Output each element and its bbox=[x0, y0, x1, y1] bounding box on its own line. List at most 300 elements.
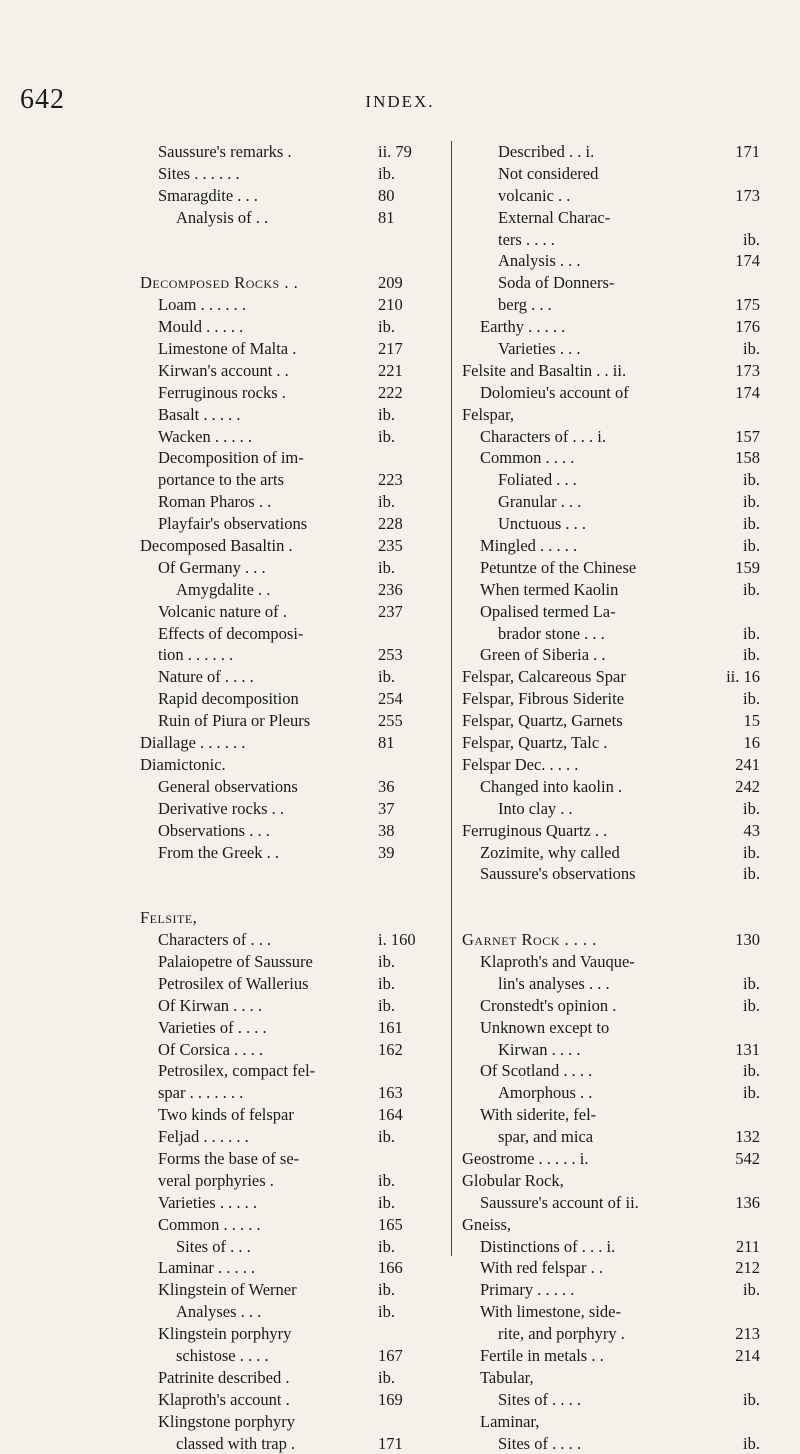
index-entry-text: From the Greek . . bbox=[158, 842, 279, 862]
index-entry bbox=[140, 754, 440, 776]
index-entry bbox=[462, 207, 762, 229]
index-entry-text: Of Scotland . . . . bbox=[480, 1061, 593, 1081]
index-entry-text: lin's analyses . . . bbox=[498, 973, 610, 993]
index-entry-text: rite, and porphyry . bbox=[498, 1324, 625, 1344]
index-entry-page: 166 bbox=[378, 1258, 403, 1278]
index-entry bbox=[140, 1126, 440, 1148]
index-entry-text: With limestone, side- bbox=[480, 1302, 621, 1322]
index-entry bbox=[140, 973, 440, 995]
index-entry-text: Geostrome . . . . . i. bbox=[462, 1148, 589, 1168]
index-entry-text: volcanic . . bbox=[498, 185, 571, 205]
index-entry-text: Common . . . . bbox=[480, 448, 575, 468]
index-entry-text: Characters of . . . i. bbox=[480, 426, 606, 446]
index-entry bbox=[140, 644, 440, 666]
index-entry bbox=[462, 820, 762, 842]
index-entry-page: ib. bbox=[743, 623, 760, 643]
index-entry-text: When termed Kaolin bbox=[480, 579, 619, 599]
index-entry-text: tion . . . . . . bbox=[158, 645, 234, 665]
index-entry bbox=[140, 1236, 440, 1258]
index-entry bbox=[140, 360, 440, 382]
index-entry-text: Felspar, Quartz, Garnets bbox=[462, 711, 623, 731]
index-entry-text: With red felspar . . bbox=[480, 1258, 604, 1278]
index-entry-text: Green of Siberia . . bbox=[480, 645, 606, 665]
index-entry-page: 217 bbox=[378, 339, 403, 359]
index-entry-text: Roman Pharos . . bbox=[158, 492, 272, 512]
index-entry-text: schistose . . . . bbox=[176, 1345, 269, 1365]
index-entry-page: ib. bbox=[743, 995, 760, 1015]
index-entry-text: Fertile in metals . . bbox=[480, 1345, 604, 1365]
index-entry-page: ib. bbox=[378, 1192, 395, 1212]
index-entry bbox=[140, 1192, 440, 1214]
index-entry-text: Distinctions of . . . i. bbox=[480, 1236, 616, 1256]
index-entry-text: spar, and mica bbox=[498, 1127, 594, 1147]
index-entry bbox=[140, 1301, 440, 1323]
index-entry bbox=[140, 316, 440, 338]
index-entry-text: Ferruginous Quartz . . bbox=[462, 820, 608, 840]
index-entry-text: Felspar, Fibrous Siderite bbox=[462, 689, 625, 709]
index-entry bbox=[140, 1323, 440, 1345]
index-entry bbox=[140, 250, 440, 272]
index-entry-page: 16 bbox=[743, 733, 760, 753]
index-entry-text: Observations . . . bbox=[158, 820, 270, 840]
page-number: 642 bbox=[20, 84, 65, 115]
index-entry bbox=[462, 141, 762, 163]
index-entry-text: Sites of . . . . bbox=[498, 1389, 581, 1409]
index-entry bbox=[140, 469, 440, 491]
index-entry bbox=[462, 1323, 762, 1345]
index-entry bbox=[462, 338, 762, 360]
index-entry-page: ib. bbox=[743, 1433, 760, 1453]
index-entry-page: ib. bbox=[378, 1367, 395, 1387]
index-entry-page: ib. bbox=[378, 404, 395, 424]
index-entry bbox=[140, 1411, 440, 1433]
column-divider bbox=[451, 141, 452, 1256]
index-entry bbox=[462, 929, 762, 951]
index-entry bbox=[140, 1257, 440, 1279]
index-entry-text: Laminar, bbox=[480, 1411, 540, 1431]
index-entry bbox=[140, 1389, 440, 1411]
index-entry-text: Globular Rock, bbox=[462, 1170, 564, 1190]
index-entry-page: 228 bbox=[378, 514, 403, 534]
index-entry-page: ib. bbox=[378, 1302, 395, 1322]
index-entry-text: With siderite, fel- bbox=[480, 1105, 597, 1125]
index-entry-page: 167 bbox=[378, 1345, 403, 1365]
index-entry-text: classed with trap . bbox=[176, 1433, 296, 1453]
index-entry-text: Of Germany . . . bbox=[158, 557, 266, 577]
index-entry bbox=[140, 1017, 440, 1039]
index-entry-text: Saussure's remarks . bbox=[158, 142, 292, 161]
index-entry-page: ib. bbox=[378, 973, 395, 993]
index-entry-page: 210 bbox=[378, 295, 403, 315]
index-entry-page: 136 bbox=[735, 1192, 760, 1212]
index-entry-text: Analysis of . . bbox=[176, 207, 269, 227]
index-entry-text: Klaproth's and Vauque- bbox=[480, 951, 635, 971]
index-entry bbox=[462, 294, 762, 316]
index-entry-text: Tabular, bbox=[480, 1367, 534, 1387]
index-entry-text: Effects of decomposi- bbox=[158, 623, 304, 643]
index-entry-page: 164 bbox=[378, 1105, 403, 1125]
index-entry bbox=[140, 207, 440, 229]
index-entry-text: Klingstein of Werner bbox=[158, 1280, 297, 1300]
index-entry-page: 173 bbox=[735, 360, 760, 380]
index-entry-text: Amygdalite . . bbox=[176, 579, 271, 599]
index-entry bbox=[462, 710, 762, 732]
index-entry-page: 159 bbox=[735, 557, 760, 577]
index-entry bbox=[462, 1389, 762, 1411]
index-entry-text: Basalt . . . . . bbox=[158, 404, 241, 424]
index-entry-page: 171 bbox=[378, 1433, 403, 1453]
running-head: INDEX. bbox=[365, 92, 435, 111]
index-entry-page: ib. bbox=[743, 864, 760, 884]
index-entry bbox=[140, 382, 440, 404]
index-entry-text: Petrosilex, compact fel- bbox=[158, 1061, 316, 1081]
index-entry bbox=[140, 820, 440, 842]
index-entry-page: 242 bbox=[735, 776, 760, 796]
index-entry-page: ib. bbox=[378, 557, 395, 577]
index-entry bbox=[140, 710, 440, 732]
index-entry-text: Laminar . . . . . bbox=[158, 1258, 256, 1278]
index-entry-page: ib. bbox=[743, 645, 760, 665]
index-entry-text: Felspar, bbox=[462, 404, 515, 424]
index-entry-text: External Charac- bbox=[498, 207, 611, 227]
index-entry bbox=[140, 885, 440, 907]
index-entry-text: Forms the base of se- bbox=[158, 1148, 300, 1168]
index-entry bbox=[462, 666, 762, 688]
index-entry bbox=[140, 1039, 440, 1061]
index-entry bbox=[140, 513, 440, 535]
index-entry-page: 235 bbox=[378, 536, 403, 556]
index-entry-text: Not considered bbox=[498, 163, 599, 183]
index-entry-text: Primary . . . . . bbox=[480, 1280, 575, 1300]
index-entry-text: Into clay . . bbox=[498, 798, 573, 818]
index-entry-text: Diallage . . . . . . bbox=[140, 733, 246, 753]
index-entry bbox=[462, 185, 762, 207]
index-entry-text: Palaiopetre of Saussure bbox=[158, 951, 313, 971]
index-entry-page: 158 bbox=[735, 448, 760, 468]
index-entry-text: Mingled . . . . . bbox=[480, 536, 578, 556]
index-entry bbox=[140, 842, 440, 864]
index-entry-page: ib. bbox=[743, 536, 760, 556]
index-entry-text: Common . . . . . bbox=[158, 1214, 261, 1234]
index-entry bbox=[140, 623, 440, 645]
index-entry bbox=[462, 1411, 762, 1433]
index-entry-page: ib. bbox=[743, 842, 760, 862]
index-entry-page: 253 bbox=[378, 645, 403, 665]
index-entry bbox=[462, 491, 762, 513]
index-entry bbox=[462, 163, 762, 185]
index-entry-page: ib. bbox=[743, 514, 760, 534]
index-entry bbox=[140, 1082, 440, 1104]
index-entry bbox=[140, 272, 440, 294]
index-entry bbox=[140, 688, 440, 710]
index-entry bbox=[140, 929, 440, 951]
index-entry-text: Loam . . . . . . bbox=[158, 295, 246, 315]
index-entry-page: ib. bbox=[378, 426, 395, 446]
index-entry bbox=[462, 229, 762, 251]
index-entry-text: Unknown except to bbox=[480, 1017, 610, 1037]
index-entry-page: ib. bbox=[743, 339, 760, 359]
index-entry-text: Diamictonic. bbox=[140, 754, 226, 774]
index-entry-page: ib. bbox=[378, 317, 395, 337]
index-entry-text: spar . . . . . . . bbox=[158, 1083, 244, 1103]
index-entry-page: ib. bbox=[743, 1083, 760, 1103]
index-entry-text: Mould . . . . . bbox=[158, 317, 244, 337]
index-entry bbox=[462, 1104, 762, 1126]
index-entry-page: ib. bbox=[743, 689, 760, 709]
index-entry-page: ib. bbox=[378, 492, 395, 512]
index-entry bbox=[140, 426, 440, 448]
index-entry-text: Rapid decomposition bbox=[158, 689, 299, 709]
index-entry bbox=[140, 1279, 440, 1301]
index-entry-text: Saussure's observations bbox=[480, 864, 636, 884]
index-entry-text: Wacken . . . . . bbox=[158, 426, 252, 446]
index-entry-text: Analysis . . . bbox=[498, 251, 581, 271]
index-entry-text: berg . . . bbox=[498, 295, 552, 315]
index-entry bbox=[462, 1126, 762, 1148]
index-entry bbox=[462, 1257, 762, 1279]
index-entry bbox=[140, 1345, 440, 1367]
index-entry-text: Analyses . . . bbox=[176, 1302, 262, 1322]
index-entry-text: Felspar, Calcareous Spar bbox=[462, 667, 626, 687]
index-entry-page: 171 bbox=[735, 142, 760, 161]
index-entry bbox=[462, 601, 762, 623]
index-entry-page: ib. bbox=[743, 579, 760, 599]
index-entry bbox=[462, 1345, 762, 1367]
index-entry-text: Two kinds of felspar bbox=[158, 1105, 294, 1125]
index-entry bbox=[140, 338, 440, 360]
index-entry-page: ib. bbox=[743, 492, 760, 512]
index-entry bbox=[462, 951, 762, 973]
index-entry-text: Amorphous . . bbox=[498, 1083, 593, 1103]
index-entry-text: Felsite, bbox=[140, 908, 198, 928]
index-entry bbox=[140, 666, 440, 688]
index-entry-page: 169 bbox=[378, 1389, 403, 1409]
index-entry-page: 161 bbox=[378, 1017, 403, 1037]
index-entry bbox=[462, 316, 762, 338]
index-entry-page: 221 bbox=[378, 360, 403, 380]
index-entry bbox=[140, 229, 440, 251]
index-entry-page: 157 bbox=[735, 426, 760, 446]
index-entry-text: Foliated . . . bbox=[498, 470, 577, 490]
index-entry bbox=[140, 1104, 440, 1126]
index-entry-text: Smaragdite . . . bbox=[158, 185, 258, 205]
index-entry bbox=[462, 1017, 762, 1039]
index-entry-page: ii. 16 bbox=[726, 667, 760, 687]
index-entry-page: 81 bbox=[378, 733, 395, 753]
index-entry bbox=[140, 294, 440, 316]
index-entry-page: 175 bbox=[735, 295, 760, 315]
index-entry bbox=[462, 644, 762, 666]
index-entry-text: Soda of Donners- bbox=[498, 273, 615, 293]
index-entry-text: Ruin of Piura or Pleurs bbox=[158, 711, 311, 731]
index-entry bbox=[462, 469, 762, 491]
index-entry-text: Granular . . . bbox=[498, 492, 582, 512]
index-entry-page: ii. 79 bbox=[378, 142, 412, 161]
index-entry-page: 209 bbox=[378, 273, 403, 293]
index-entry-page: 38 bbox=[378, 820, 395, 840]
index-entry-text: Of Corsica . . . . bbox=[158, 1039, 263, 1059]
index-entry bbox=[462, 1192, 762, 1214]
index-entry-page: ib. bbox=[378, 1236, 395, 1256]
index-entry bbox=[462, 798, 762, 820]
index-entry bbox=[462, 272, 762, 294]
index-entry bbox=[462, 579, 762, 601]
index-entry bbox=[140, 404, 440, 426]
index-entry-page: ib. bbox=[378, 1170, 395, 1190]
index-entry bbox=[140, 535, 440, 557]
index-entry-page: ib. bbox=[378, 951, 395, 971]
index-entry-text: Earthy . . . . . bbox=[480, 317, 566, 337]
index-entry bbox=[140, 776, 440, 798]
index-entry-text: Gneiss, bbox=[462, 1214, 512, 1234]
index-entry-page: ib. bbox=[743, 470, 760, 490]
index-entry-text: Opalised termed La- bbox=[480, 601, 616, 621]
index-entry bbox=[462, 535, 762, 557]
index-entry bbox=[140, 557, 440, 579]
index-entry-text: Varieties . . . bbox=[498, 339, 581, 359]
index-entry-text: Klingstone porphyry bbox=[158, 1411, 296, 1431]
index-entry-text: Felspar Dec. . . . . bbox=[462, 754, 579, 774]
index-entry-text: Petrosilex of Wallerius bbox=[158, 973, 309, 993]
index-entry-text: Limestone of Malta . bbox=[158, 339, 297, 359]
index-entry bbox=[462, 973, 762, 995]
index-entry-text: Felsite and Basaltin . . ii. bbox=[462, 360, 627, 380]
index-entry bbox=[462, 1148, 762, 1170]
index-entry-page: ib. bbox=[743, 973, 760, 993]
index-entry bbox=[140, 491, 440, 513]
index-entry bbox=[462, 1060, 762, 1082]
index-entry-page: 131 bbox=[735, 1039, 760, 1059]
index-entry bbox=[462, 995, 762, 1017]
index-entry-text: Kirwan . . . . bbox=[498, 1039, 581, 1059]
index-entry-text: Garnet Rock . . . . bbox=[462, 930, 597, 950]
index-entry-text: Klaproth's account . bbox=[158, 1389, 290, 1409]
index-entry-page: ib. bbox=[378, 1127, 395, 1147]
index-entry-page: 223 bbox=[378, 470, 403, 490]
index-entry bbox=[140, 163, 440, 185]
index-entry-page: 162 bbox=[378, 1039, 403, 1059]
index-entry-page: i. 160 bbox=[378, 930, 416, 950]
index-entry bbox=[462, 1170, 762, 1192]
index-entry bbox=[462, 513, 762, 535]
index-entry bbox=[462, 1214, 762, 1236]
index-entry-page: ib. bbox=[743, 1280, 760, 1300]
index-entry-page: 132 bbox=[735, 1127, 760, 1147]
index-entry-page: 174 bbox=[735, 251, 760, 271]
index-entry-page: ib. bbox=[378, 1280, 395, 1300]
index-entry bbox=[462, 776, 762, 798]
index-entry-text: Of Kirwan . . . . bbox=[158, 995, 263, 1015]
index-entry bbox=[140, 185, 440, 207]
index-entry-page: 241 bbox=[735, 754, 760, 774]
index-entry bbox=[140, 141, 440, 163]
index-entry-text: Playfair's observations bbox=[158, 514, 308, 534]
index-entry-page: 237 bbox=[378, 601, 403, 621]
index-entry-page: 163 bbox=[378, 1083, 403, 1103]
index-entry bbox=[140, 601, 440, 623]
index-entry-text: Varieties . . . . . bbox=[158, 1192, 257, 1212]
index-entry-page: 39 bbox=[378, 842, 395, 862]
index-entry-page: 212 bbox=[735, 1258, 760, 1278]
index-entry-text: Ferruginous rocks . bbox=[158, 382, 286, 402]
index-entry-page: 213 bbox=[735, 1324, 760, 1344]
index-entry-text: General observations bbox=[158, 776, 298, 796]
index-entry-page: 37 bbox=[378, 798, 395, 818]
index-entry-text: Decomposed Rocks . . bbox=[140, 273, 299, 293]
index-entry-page: 211 bbox=[735, 1236, 760, 1256]
index-entry-text: Petuntze of the Chinese bbox=[480, 557, 637, 577]
index-entry bbox=[140, 579, 440, 601]
index-entry bbox=[140, 1060, 440, 1082]
index-entry bbox=[462, 623, 762, 645]
index-entry bbox=[140, 907, 440, 929]
index-entry-page: 176 bbox=[735, 317, 760, 337]
index-entry bbox=[140, 1367, 440, 1389]
index-entry-page: 130 bbox=[735, 930, 760, 950]
index-entry bbox=[462, 688, 762, 710]
index-entry bbox=[462, 250, 762, 272]
index-entry-page: 81 bbox=[378, 207, 395, 227]
index-entry-text: Felspar, Quartz, Talc . bbox=[462, 733, 608, 753]
left-index-column bbox=[140, 141, 440, 1454]
index-entry-text: ters . . . . bbox=[498, 229, 555, 249]
index-entry-page: ib. bbox=[378, 995, 395, 1015]
index-entry bbox=[462, 1279, 762, 1301]
index-entry-text: Sites of . . . . bbox=[498, 1433, 581, 1453]
index-entry-page: 173 bbox=[735, 185, 760, 205]
index-entry-text: Feljad . . . . . . bbox=[158, 1127, 249, 1147]
index-entry-text: Klingstein porphyry bbox=[158, 1324, 292, 1344]
index-entry-text: brador stone . . . bbox=[498, 623, 605, 643]
index-entry-text: Patrinite described . bbox=[158, 1367, 290, 1387]
index-entry-text: portance to the arts bbox=[158, 470, 284, 490]
index-entry-page: ib. bbox=[743, 1389, 760, 1409]
index-entry-text: Derivative rocks . . bbox=[158, 798, 284, 818]
index-entry bbox=[140, 732, 440, 754]
index-entry-page: 222 bbox=[378, 382, 403, 402]
index-entry bbox=[140, 1433, 440, 1454]
index-entry-page: 165 bbox=[378, 1214, 403, 1234]
index-entry-text: Characters of . . . bbox=[158, 930, 272, 950]
index-entry-page: 214 bbox=[735, 1345, 760, 1365]
index-entry-page: 236 bbox=[378, 579, 403, 599]
index-entry-page: ib. bbox=[378, 667, 395, 687]
index-entry bbox=[140, 951, 440, 973]
index-entry-text: Described . . i. bbox=[498, 142, 595, 161]
index-entry-page: 80 bbox=[378, 185, 395, 205]
index-entry-page: 43 bbox=[743, 820, 760, 840]
index-entry bbox=[140, 1214, 440, 1236]
index-entry-page: 254 bbox=[378, 689, 403, 709]
index-entry bbox=[462, 1236, 762, 1258]
index-entry-text: Sites . . . . . . bbox=[158, 163, 240, 183]
right-index-column bbox=[462, 141, 762, 1454]
index-entry-text: Saussure's account of ii. bbox=[480, 1192, 639, 1212]
index-entry bbox=[140, 798, 440, 820]
index-entry-text: Zozimite, why called bbox=[480, 842, 620, 862]
index-entry-text: Decomposition of im- bbox=[158, 448, 304, 468]
index-entry bbox=[140, 447, 440, 469]
index-entry-text: Kirwan's account . . bbox=[158, 360, 289, 380]
index-entry-page: 15 bbox=[743, 711, 760, 731]
index-entry bbox=[462, 447, 762, 469]
index-entry bbox=[140, 863, 440, 885]
index-entry-page: 36 bbox=[378, 776, 395, 796]
index-entry-text: Unctuous . . . bbox=[498, 514, 586, 534]
index-entry-page: 255 bbox=[378, 711, 403, 731]
index-entry-page: ib. bbox=[743, 798, 760, 818]
index-entry bbox=[462, 907, 762, 929]
